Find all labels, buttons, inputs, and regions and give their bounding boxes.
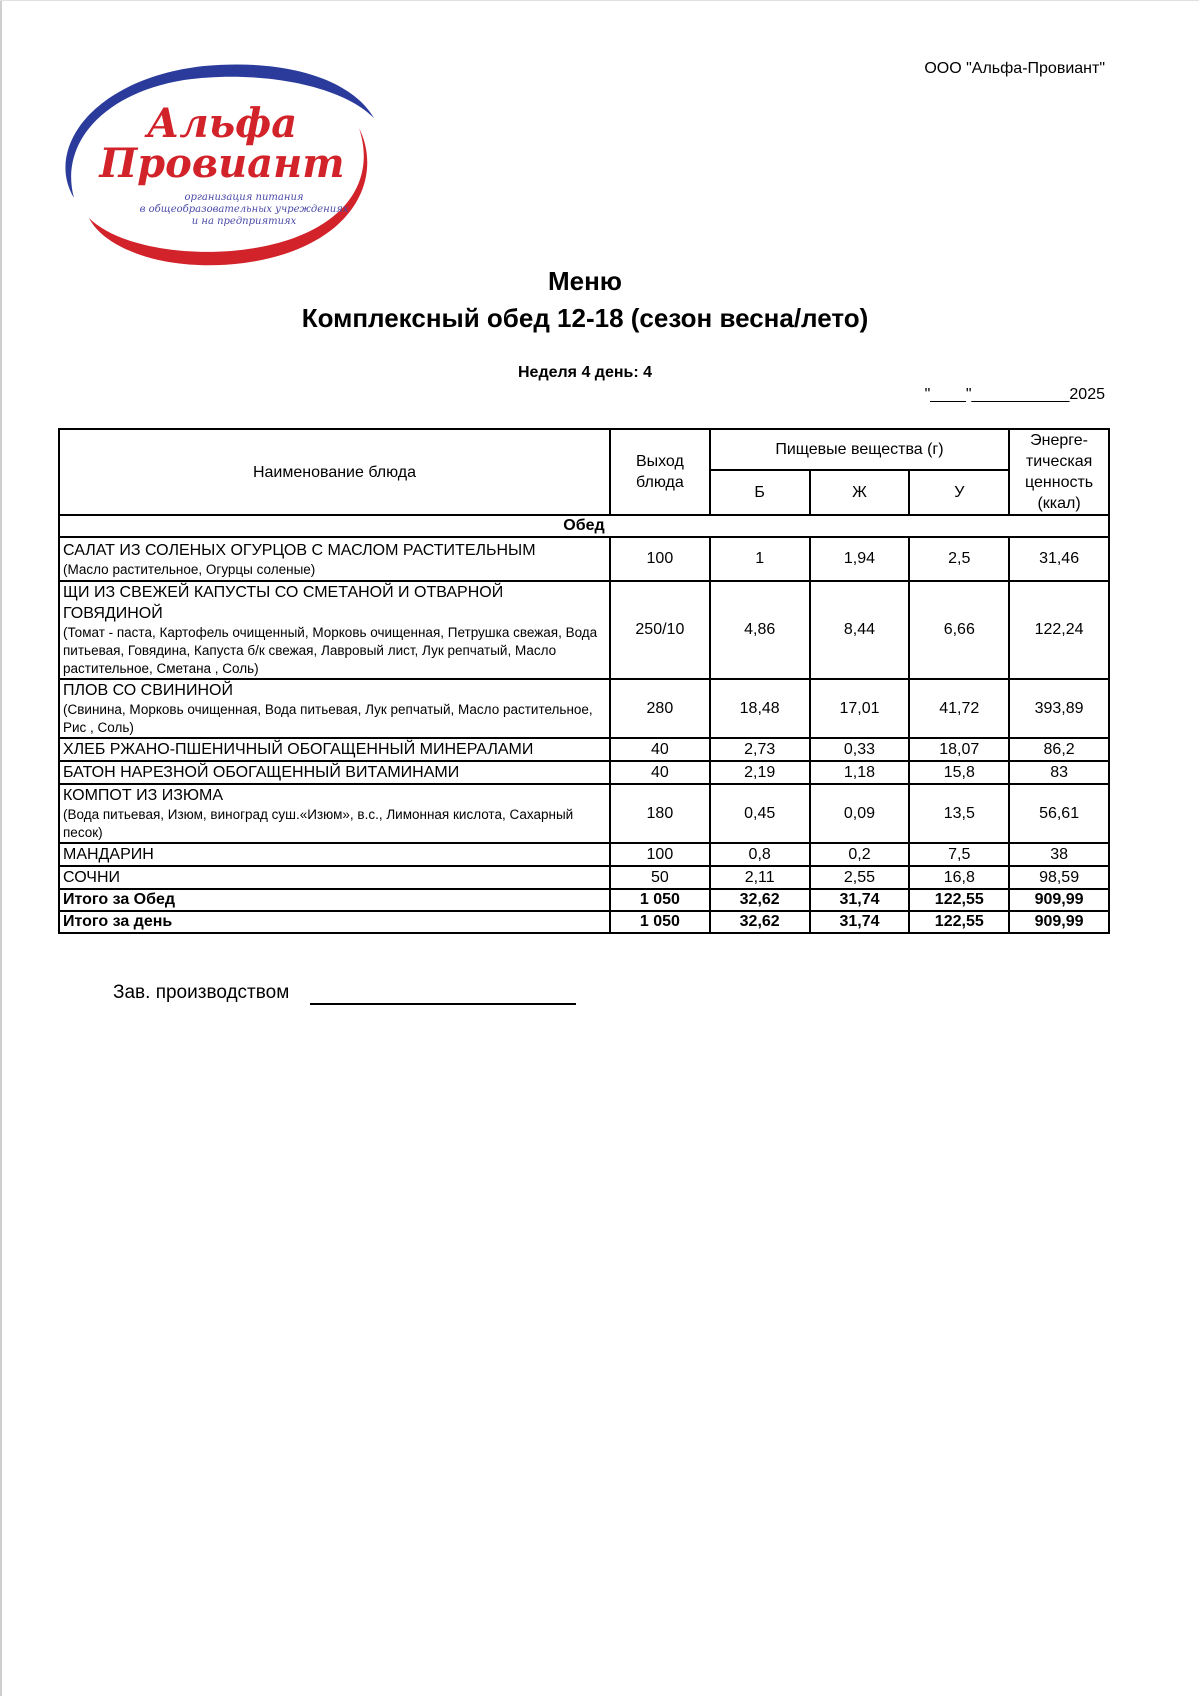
cell-kcal: 38 xyxy=(1009,843,1109,866)
cell-output: 50 xyxy=(610,866,710,889)
header-protein: Б xyxy=(710,470,810,515)
cell-zh: 8,44 xyxy=(810,581,910,679)
cell-b: 2,11 xyxy=(710,866,810,889)
total-zh: 31,74 xyxy=(810,889,910,911)
cell-output: 280 xyxy=(610,679,710,738)
total-kcal: 909,99 xyxy=(1009,889,1109,911)
cell-zh: 2,55 xyxy=(810,866,910,889)
cell-b: 0,8 xyxy=(710,843,810,866)
dish-row xyxy=(59,738,1109,761)
cell-b: 4,86 xyxy=(710,581,810,679)
total-b: 32,62 xyxy=(710,889,810,911)
cell-u: 2,5 xyxy=(909,537,1009,581)
page-title: Меню xyxy=(547,266,623,296)
cell-u: 6,66 xyxy=(909,581,1009,679)
header-nutrients: Пищевые вещества (г) xyxy=(710,429,1009,470)
dish-row xyxy=(59,581,1109,679)
dish-name: КОМПОТ ИЗ ИЗЮМА xyxy=(63,787,224,804)
dish-ingredients: (Томат - паста, Картофель очищенный, Морковь очищенная, Петрушка свежая, Вода питьевая, Говядина, Капуста б/к свежая, Лавровый лист, Лук репчатый, Масло растительное, Сметана , Соль) xyxy=(63,625,598,676)
total-output: 1 050 xyxy=(610,889,710,911)
total-row xyxy=(59,889,1109,911)
cell-zh: 17,01 xyxy=(810,679,910,738)
cell-b: 2,73 xyxy=(710,738,810,761)
dish-ingredients: (Масло растительное, Огурцы соленые) xyxy=(63,561,316,577)
dish-name: БАТОН НАРЕЗНОЙ ОБОГАЩЕННЫЙ ВИТАМИНАМИ xyxy=(63,764,460,781)
dish-row xyxy=(59,537,1109,581)
total-zh: 31,74 xyxy=(810,911,910,933)
dish-cell xyxy=(59,866,610,889)
dish-name: ХЛЕБ РЖАНО-ПШЕНИЧНЫЙ ОБОГАЩЕННЫЙ МИНЕРАЛАМИ xyxy=(63,741,534,758)
cell-kcal: 86,2 xyxy=(1009,738,1109,761)
logo-tagline xyxy=(94,192,394,228)
cell-u: 15,8 xyxy=(909,761,1009,784)
dish-cell xyxy=(59,738,610,761)
dish-ingredients: (Свинина, Морковь очищенная, Вода питьевая, Лук репчатый, Масло растительное, Рис , Соль) xyxy=(63,702,593,735)
logo-tagline-line: и на предприятиях xyxy=(191,216,297,227)
header-carbs: У xyxy=(909,470,1009,515)
dish-row xyxy=(59,761,1109,784)
dish-cell xyxy=(59,784,610,843)
total-kcal: 909,99 xyxy=(1009,911,1109,933)
cell-output: 100 xyxy=(610,537,710,581)
cell-kcal: 56,61 xyxy=(1009,784,1109,843)
dish-name: ПЛОВ СО СВИНИНОЙ xyxy=(63,682,233,699)
header-output: Выход блюда xyxy=(610,429,710,515)
dish-name: ЩИ ИЗ СВЕЖЕЙ КАПУСТЫ СО СМЕТАНОЙ И ОТВАРНОЙ ГОВЯДИНОЙ xyxy=(63,584,504,622)
cell-output: 100 xyxy=(610,843,710,866)
cell-u: 41,72 xyxy=(909,679,1009,738)
cell-b: 0,45 xyxy=(710,784,810,843)
cell-output: 250/10 xyxy=(610,581,710,679)
dish-cell xyxy=(59,581,610,679)
dish-row xyxy=(59,843,1109,866)
cell-kcal: 31,46 xyxy=(1009,537,1109,581)
dish-name: МАНДАРИН xyxy=(63,846,154,863)
cell-kcal: 122,24 xyxy=(1009,581,1109,679)
logo-text-line1: Альфа xyxy=(146,100,298,147)
header-energy: Энерге-тическая ценность (ккал) xyxy=(1009,429,1109,515)
cell-zh: 1,94 xyxy=(810,537,910,581)
dish-row xyxy=(59,679,1109,738)
logo-tagline-line: организация питания xyxy=(184,192,304,203)
cell-kcal: 393,89 xyxy=(1009,679,1109,738)
total-row xyxy=(59,911,1109,933)
dish-name: СОЧНИ xyxy=(63,869,121,886)
menu-table xyxy=(58,428,1110,934)
company-name: ООО "Альфа-Провиант" xyxy=(924,60,1105,77)
logo-text-line2: Провиант xyxy=(99,140,345,187)
week-day: Неделя 4 день: 4 xyxy=(517,364,653,381)
cell-b: 1 xyxy=(710,537,810,581)
page-subtitle: Комплексный обед 12-18 (сезон весна/лето) xyxy=(301,303,869,333)
page-edge xyxy=(0,0,2,1696)
dish-ingredients: (Вода питьевая, Изюм, виноград суш.«Изюм», в.с., Лимонная кислота, Сахарный песок) xyxy=(63,807,574,840)
dish-name: САЛАТ ИЗ СОЛЕНЫХ ОГУРЦОВ С МАСЛОМ РАСТИТЕЛЬНЫМ xyxy=(63,541,536,559)
dish-cell xyxy=(59,843,610,866)
cell-output: 40 xyxy=(610,738,710,761)
dish-row xyxy=(59,866,1109,889)
cell-u: 16,8 xyxy=(909,866,1009,889)
cell-u: 7,5 xyxy=(909,843,1009,866)
company-logo xyxy=(54,58,390,270)
cell-zh: 0,2 xyxy=(810,843,910,866)
cell-zh: 0,09 xyxy=(810,784,910,843)
date-line: "____"___________2025 xyxy=(924,386,1105,403)
cell-zh: 0,33 xyxy=(810,738,910,761)
total-u: 122,55 xyxy=(909,911,1009,933)
dish-row xyxy=(59,784,1109,843)
dish-cell xyxy=(59,761,610,784)
cell-u: 13,5 xyxy=(909,784,1009,843)
header-fat: Ж xyxy=(810,470,910,515)
cell-zh: 1,18 xyxy=(810,761,910,784)
logo-tagline-line: в общеобразовательных учреждениях xyxy=(139,204,349,215)
cell-u: 18,07 xyxy=(909,738,1009,761)
total-output: 1 050 xyxy=(610,911,710,933)
cell-output: 180 xyxy=(610,784,710,843)
signature-line xyxy=(310,1003,576,1005)
page-edge-top xyxy=(0,0,1199,1)
cell-kcal: 98,59 xyxy=(1009,866,1109,889)
dish-cell xyxy=(59,537,610,581)
total-label: Итого за день xyxy=(59,911,610,933)
cell-output: 40 xyxy=(610,761,710,784)
total-u: 122,55 xyxy=(909,889,1009,911)
cell-b: 2,19 xyxy=(710,761,810,784)
cell-kcal: 83 xyxy=(1009,761,1109,784)
signature-label: Зав. производством xyxy=(113,982,290,1003)
total-label: Итого за Обед xyxy=(59,889,610,911)
dish-cell xyxy=(59,679,610,738)
header-dish-name: Наименование блюда xyxy=(59,429,610,515)
total-b: 32,62 xyxy=(710,911,810,933)
cell-b: 18,48 xyxy=(710,679,810,738)
section-title: Обед xyxy=(59,515,1109,537)
